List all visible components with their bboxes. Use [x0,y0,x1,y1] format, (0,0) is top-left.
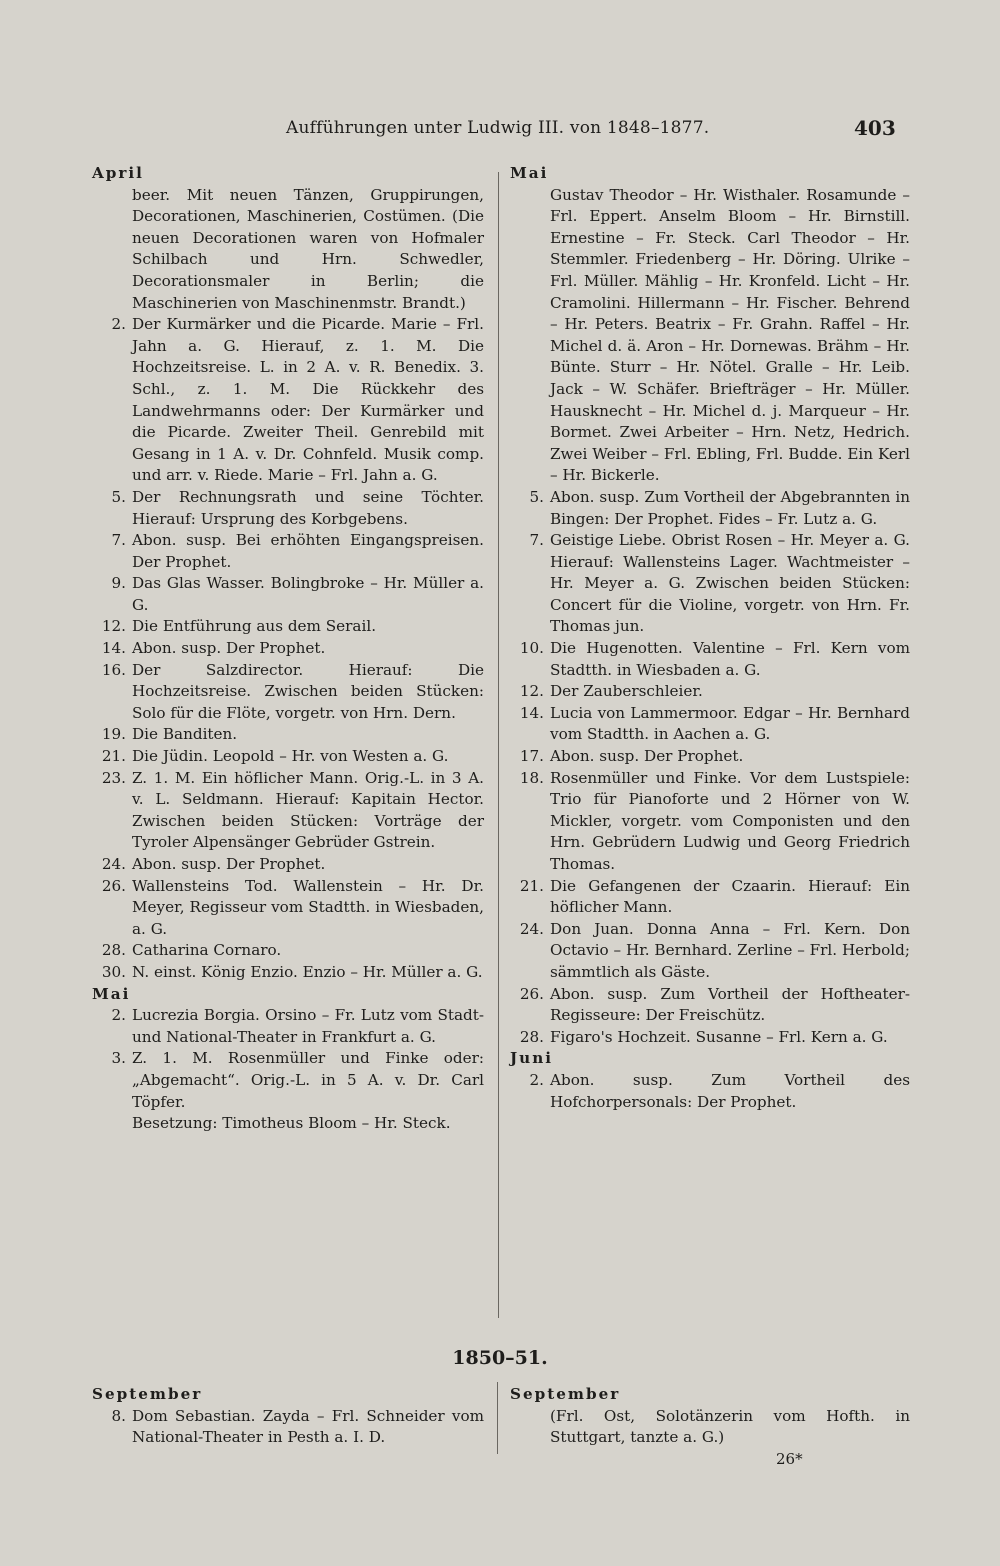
entry-day: 26. [519,984,544,1003]
entry-text: Don Juan. Donna Anna – Frl. Kern. Don Octavio – Hr. Bernhard. Zerline – Frl. Herbold; sämmtlich als Gäste. [550,919,910,981]
entry-text: Geistige Liebe. Obrist Rosen – Hr. Meyer a. G. Hierauf: Wallensteins Lager. Wachtmeister – Hr. Meyer a. G. Zwischen beiden Stücken: Concert für die Violine, vorgetr. von Hrn. Fr. Thomas jun. [550,531,910,636]
entry-day: 21. [101,747,126,766]
month-heading: Mai [510,164,549,182]
performance-entry [92,940,484,962]
column-divider [498,172,499,1318]
performance-entry [510,487,910,530]
entry-text: Abon. susp. Zum Vortheil der Abgebrannten in Bingen: Der Prophet. Fides – Fr. Lutz a. G. [550,487,910,528]
entry-day [510,185,550,487]
entry-text: Figaro's Hochzeit. Susanne – Frl. Kern a. G. [550,1027,888,1046]
entry-day [510,1406,550,1449]
performance-entry [510,984,910,1027]
entry-day: 10. [519,639,544,658]
entry-text: Z. 1. M. Rosenmüller und Finke oder: „Abgemacht“. Orig.-L. in 5 A. v. Dr. Carl Töpfer. [132,1049,484,1111]
performance-entry [92,854,484,876]
entry-day: 24. [519,919,544,938]
entry-text: Der Zauberschleier. [550,682,703,701]
entry-day [92,1113,132,1135]
entry-text: Die Banditen. [132,725,238,744]
entry-day: 5. [529,487,544,506]
performance-entry [510,768,910,876]
entry-text: Abon. susp. Der Prophet. [550,747,744,766]
entry-day: 3. [111,1049,126,1068]
performance-entry [92,768,484,854]
performance-entry [92,724,484,746]
entry-day: 26. [101,876,126,895]
performance-entry [510,681,910,703]
entry-text: N. einst. König Enzio. Enzio – Hr. Müller a. G. [132,962,483,981]
entry-text: Lucrezia Borgia. Orsino – Fr. Lutz vom Stadt- und National-Theater in Frankfurt a. G. [132,1006,484,1046]
performance-entry [92,185,484,315]
entry-day: 18. [519,768,544,787]
entry-day: 8. [111,1406,126,1425]
lower-column-divider [497,1382,498,1454]
month-heading: September [92,1385,203,1403]
entry-text: Catharina Cornaro. [132,941,282,960]
month-heading: Juni [510,1049,554,1068]
entry-day: 19. [101,725,126,744]
entry-day: 14. [101,639,126,658]
performance-entry [510,703,910,746]
entry-text: Besetzung: Timotheus Bloom – Hr. Steck. [132,1114,451,1133]
entry-day: 7. [529,531,544,550]
entry-day: 16. [101,660,126,679]
entry-day: 17. [519,747,544,766]
entry-day: 28. [519,1027,544,1046]
entry-text: Der Kurmärker und die Picarde. Marie – Frl. Jahn a. G. Hierauf, z. 1. M. Die Hochzeitsreise. L. in 2 A. v. R. Benedix. 3. Schl., z. 1. M. Die Rückkehr des Landwehrmanns oder: Der Kurmärker und die Picarde. Zweiter Theil. Genrebild mit Gesang in 1 A. v. Dr. Cohnfeld. Musik comp. und arr. v. Riede. Marie – Frl. Jahn a. G. [132,315,484,485]
performance-entry [92,746,484,768]
performance-entry [92,876,484,941]
performance-entry [510,746,910,768]
entry-text: Die Entführung aus dem Serail. [132,617,377,636]
performance-entry [510,876,910,919]
entry-text: Der Rechnungsrath und seine Töchter. Hierauf: Ursprung des Korbgebens. [132,487,484,528]
performance-entry [92,1005,484,1048]
performance-entry [92,638,484,660]
entry-text: Z. 1. M. Ein höflicher Mann. Orig.-L. in 3 A. v. L. Seldmann. Hierauf: Kapitain Hector. Zwischen beiden Stücken: Vorträge der Tyroler Alpensänger Gebrüder Gstrein. [132,768,484,852]
performance-entry [510,530,910,638]
entry-day: 2. [111,1006,126,1025]
performance-entry [92,314,484,487]
right-column [510,163,910,1113]
performance-entry [92,1113,484,1135]
entry-text: Abon. susp. Bei erhöhten Eingangspreisen. Der Prophet. [132,531,484,571]
season-heading: 1850–51. [452,1347,548,1369]
performance-entry [92,487,484,530]
entry-text: Wallensteins Tod. Wallenstein – Hr. Dr. Meyer, Regisseur vom Stadtth. in Wiesbaden, a. G. [132,876,484,938]
entry-day: 30. [101,962,126,981]
entry-text: Die Gefangenen der Czaarin. Hierauf: Ein höflicher Mann. [550,876,910,917]
performance-entry [510,185,910,487]
entry-text: Die Hugenotten. Valentine – Frl. Kern vom Stadtth. in Wiesbaden a. G. [550,639,910,679]
entry-day: 5. [111,487,126,506]
performance-entry [92,616,484,638]
entry-text: Abon. susp. Der Prophet. [132,855,326,873]
entry-text: Abon. susp. Der Prophet. [132,639,326,658]
entry-day: 2. [111,315,126,334]
entry-text: Gustav Theodor – Hr. Wisthaler. Rosamunde – Frl. Eppert. Anselm Bloom – Hr. Birnstill. Ernestine – Fr. Steck. Carl Theodor – Hr. Stemmler. Friedenberg – Hr. Döring. Ulrike – Frl. Müller. Mählig – Hr. Kronfeld. Licht – Hr. Cramolini. Hillermann – Hr. Fischer. Behrend – Hr. Peters. Beatrix – Fr. Grahn. Raffel – Hr. Michel d. ä. Aron – Hr. Dornewas. Brähm – Hr. Bünte. Sturr – Hr. Nötel. Gralle – Hr. Leib. Jack – W. Schäfer. Briefträger – Hr. Müller. Hausknecht – Hr. Michel d. j. Marqueur – Hr. Bormet. Zwei Arbeiter – Hrn. Netz, Hedrich. Zwei Weiber – Frl. Ebling, Frl. Budde. Ein Kerl – Hr. Bickerle. [550,185,910,485]
entry-day: 9. [111,574,126,593]
month-heading: Mai [92,984,131,1003]
entry-day: 2. [529,1070,544,1089]
performance-entry [510,1406,910,1449]
performance-entry [92,530,484,573]
page-number: 403 [854,116,896,140]
entry-day [92,185,132,315]
entry-day: 7. [111,531,126,550]
performance-entry [92,1406,484,1449]
entry-text: beer. Mit neuen Tänzen, Gruppirungen, Decorationen, Maschinerien, Costümen. (Die neuen Decorationen waren von Hofmaler Schilbach und Hrn. Schwedler, Decorationsmaler in Berlin; die Maschinerien von Maschinenmstr. Brandt.) [132,185,484,312]
performance-entry [510,638,910,681]
entry-day: 12. [101,617,126,636]
lower-right-column [510,1384,910,1449]
entry-text: Lucia von Lammermoor. Edgar – Hr. Bernhard vom Stadtth. in Aachen a. G. [550,703,910,744]
entry-day: 12. [519,682,544,701]
entry-text: Abon. susp. Zum Vortheil des Hofchorpersonals: Der Prophet. [550,1070,910,1111]
lower-left-column [92,1384,484,1449]
entry-day: 14. [519,703,544,722]
left-column [92,163,484,1135]
performance-entry [92,1048,484,1113]
performance-entry [92,573,484,616]
entry-text: (Frl. Ost, Solotänzerin vom Hofth. in Stuttgart, tanzte a. G.) [550,1406,910,1447]
signature-mark: 26* [776,1450,803,1468]
entry-text: Dom Sebastian. Zayda – Frl. Schneider vom National-Theater in Pesth a. I. D. [132,1406,484,1447]
entry-text: Das Glas Wasser. Bolingbroke – Hr. Müller a. G. [132,574,484,614]
entry-day: 24. [101,855,126,873]
performance-entry [510,919,910,984]
performance-entry [510,1070,910,1113]
entry-text: Der Salzdirector. Hierauf: Die Hochzeitsreise. Zwischen beiden Stücken: Solo für die Flöte, vorgetr. von Hrn. Dern. [132,660,484,722]
entry-text: Rosenmüller und Finke. Vor dem Lustspiele: Trio für Pianoforte und 2 Hörner von W. Mickler, vorgetr. vom Componisten und den Hrn. Gebrüdern Ludwig und Georg Friedrich Thomas. [550,768,910,873]
performance-entry [92,660,484,725]
entry-text: Die Jüdin. Leopold – Hr. von Westen a. G. [132,747,449,766]
entry-day: 21. [519,876,544,895]
performance-entry [510,1027,910,1049]
running-head: Aufführungen unter Ludwig III. von 1848–1877. [286,118,710,138]
performance-entry [92,962,484,984]
entry-day: 23. [101,768,126,787]
entry-text: Abon. susp. Zum Vortheil der Hoftheater-Regisseure: Der Freischütz. [550,984,910,1025]
entry-day: 28. [101,941,126,960]
month-heading: September [510,1385,621,1403]
month-heading: April [92,164,144,182]
